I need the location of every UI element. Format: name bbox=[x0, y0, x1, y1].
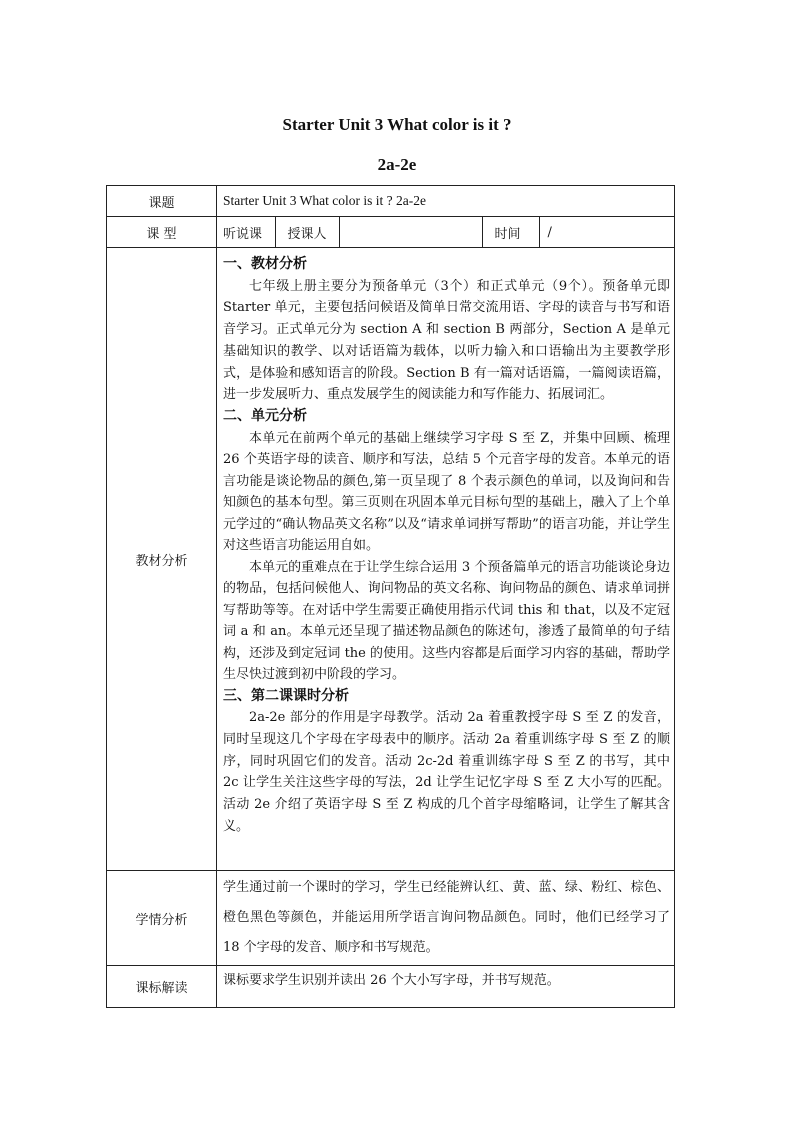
section2-text-1: 本单元在前两个单元的基础上继续学习字母 S 至 Z，并集中回顾、梳理 26 个英语字母的读音、顺序和写法，总结 5 个元音字母的发音。本单元的语言功能是谈论物品的颜色,第一页呈现了 8 个表示颜色的单词，以及询问和告知颜色的基本句型。第三页则在巩固本单元目标句型的基础上，融入了上个单元学过的“确认物品英文名称”以及“请求单词拼写帮助”的语言功能，并让学生对这些语言功能运用自如。 bbox=[223, 430, 670, 554]
document-subtitle: 2a-2e bbox=[377, 155, 417, 174]
lesson-plan-table bbox=[106, 185, 675, 1008]
section1-text: 七年级上册主要分为预备单元（3个）和正式单元（9个）。预备单元即 Starter 单元，主要包括问候语及简单日常交流用语、字母的读音与书写和语音学习。正式单元分为 section A 和 section B 两部分，Section A 是单元基础知识的教学、以对话语篇为载体，以听力输入和口语输出为主要教学形式，是体验和感知语言的阶段。Section B 有一篇对话语篇，一篇阅读语篇，进一步发展听力、重点发展学生的阅读能力和写作能力、拓展词汇。 bbox=[223, 278, 670, 403]
analysis-label: 教材分析 bbox=[107, 248, 217, 871]
standard-row bbox=[107, 966, 675, 1008]
type-value: 听说课 bbox=[223, 226, 263, 242]
students-label: 学情分析 bbox=[107, 871, 217, 966]
section3-heading: 三、第二课课时分析 bbox=[223, 687, 349, 704]
section1-heading: 一、教材分析 bbox=[223, 256, 307, 272]
time-label: 时间 bbox=[482, 217, 539, 247]
document-title: Starter Unit 3 What color is it ? bbox=[282, 115, 512, 134]
students-row bbox=[107, 871, 675, 966]
standard-label: 课标解读 bbox=[107, 966, 217, 1008]
type-row bbox=[107, 217, 675, 248]
section2-text-2: 本单元的重难点在于让学生综合运用 3 个预备篇单元的语言功能谈论身边的物品，包括问候他人、询问物品的英文名称、询问物品的颜色、请求单词拼写帮助等等。在对话中学生需要正确使用指示代词 this 和 that，以及不定冠词 a 和 an。本单元还呈现了描述物品颜色的陈述句，渗透了最简单的句子结构，还涉及到定冠词 the 的使用。这些内容都是后面学习内容的基础，帮助学生尽快过渡到初中阶段的学习。 bbox=[223, 559, 670, 683]
type-label: 课 型 bbox=[107, 217, 217, 248]
time-value: / bbox=[539, 217, 675, 247]
section2-heading: 二、单元分析 bbox=[223, 407, 307, 424]
topic-value: Starter Unit 3 What color is it ? 2a-2e bbox=[217, 186, 675, 217]
type-subtable bbox=[217, 217, 675, 247]
analysis-row bbox=[107, 248, 675, 871]
students-text: 学生通过前一个课时的学习，学生已经能辨认红、黄、蓝、绿、粉红、棕色、橙色黑色等颜色，并能运用所学语言询问物品颜色。同时，他们已经学习了 18 个字母的发音、顺序和书写规范。 bbox=[217, 871, 675, 966]
teacher-value bbox=[339, 217, 482, 247]
topic-label: 课题 bbox=[107, 186, 217, 217]
analysis-content bbox=[217, 248, 675, 871]
section3-text: 2a-2e 部分的作用是字母教学。活动 2a 着重教授字母 S 至 Z 的发音，同时呈现这几个字母在字母表中的顺序。活动 2a 着重训练字母 S 至 Z 的顺序，同时巩固它们的发音。活动 2c-2d 着重训练字母 S 至 Z 的书写，其中 2c 让学生关注这些字母的写法，2d 让学生记忆字母 S 至 Z 大小写的匹配。活动 2e 介绍了英语字母 S 至 Z 构成的几个首字母缩略词，让学生了解其含义。 bbox=[223, 710, 670, 834]
topic-row bbox=[107, 186, 675, 217]
standard-text: 课标要求学生识别并读出 26 个大小写字母，并书写规范。 bbox=[217, 966, 675, 1008]
teacher-label: 授课人 bbox=[275, 217, 339, 247]
